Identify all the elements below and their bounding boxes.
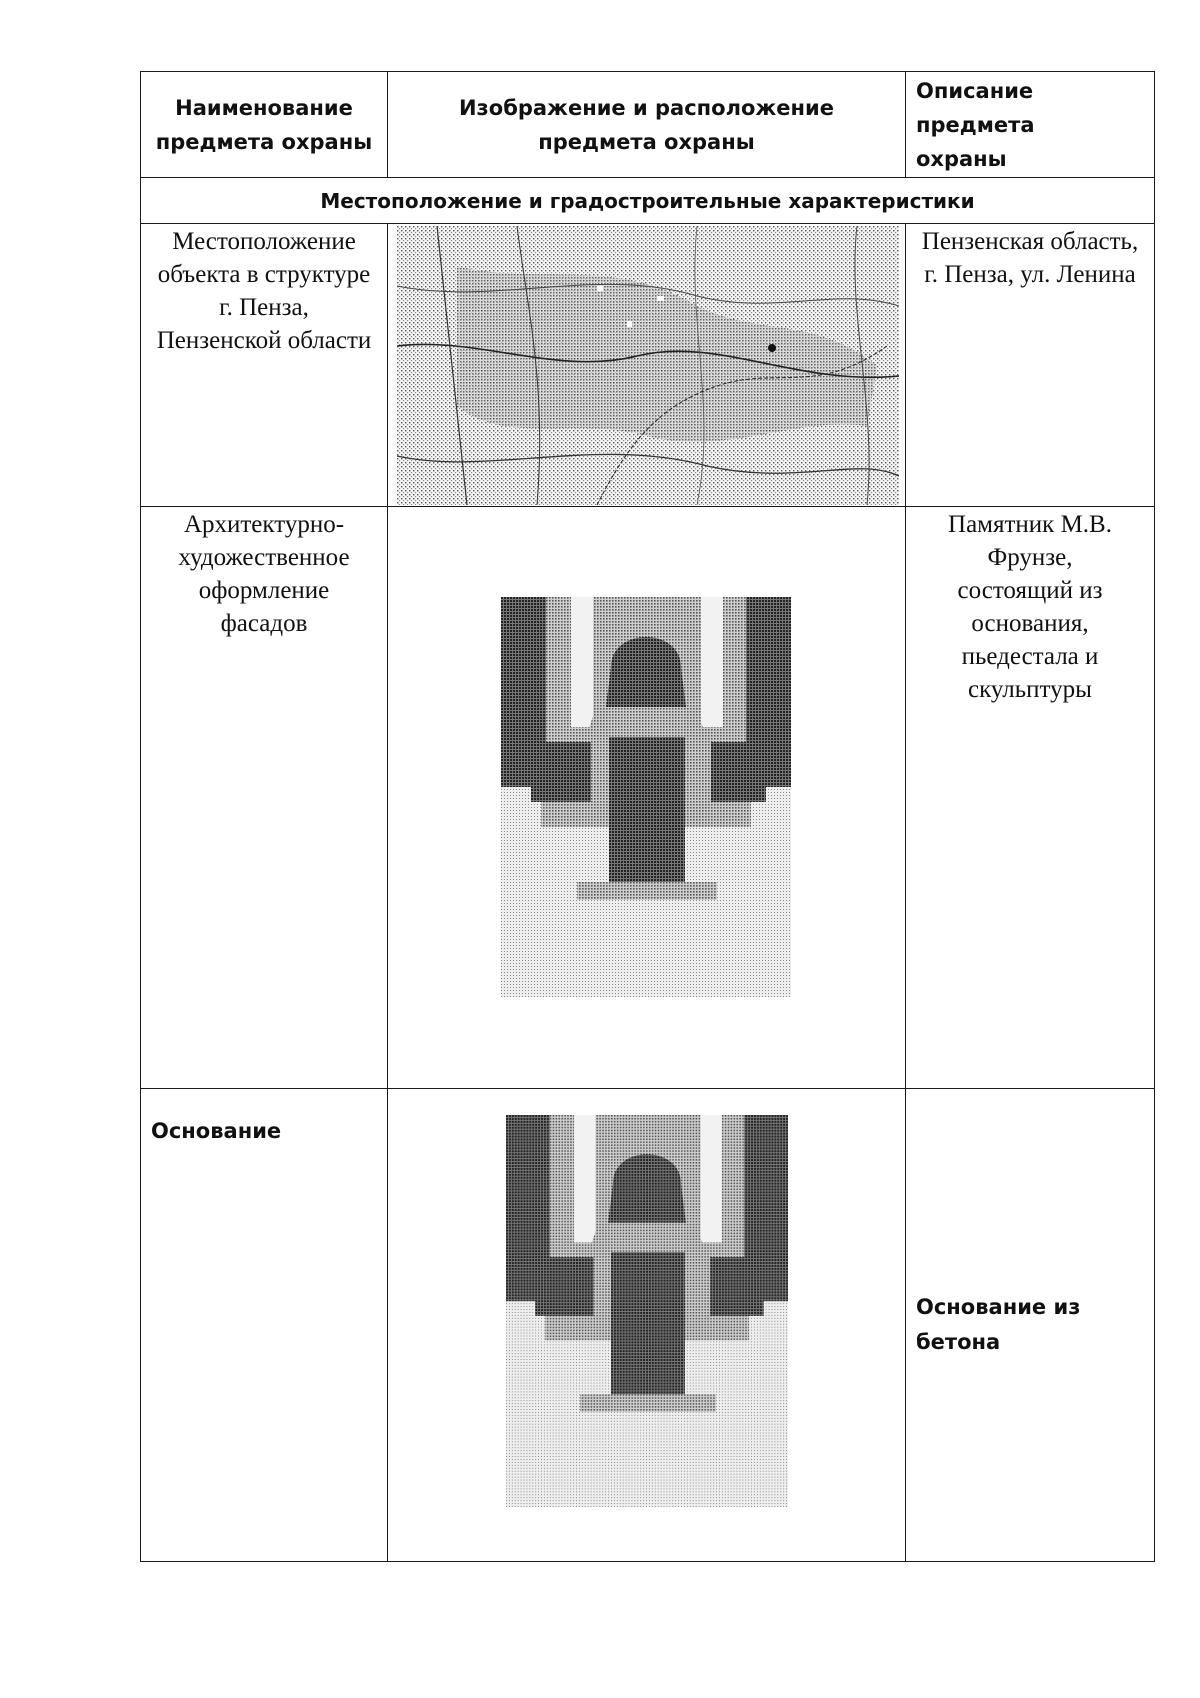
table-row: [141, 507, 1155, 1089]
header-row: [141, 72, 1155, 178]
monument-image-cell: [388, 507, 906, 1089]
header-image: Изображение и расположение предмета охраны: [388, 72, 906, 178]
header-name: Наименование предмета охраны: [141, 72, 388, 178]
table-row: [141, 224, 1155, 507]
row-description: Пензенская область, г. Пенза, ул. Ленина: [906, 224, 1155, 507]
table-row: [141, 1089, 1155, 1562]
row-description: Памятник М.В. Фрунзе, состоящий из основания, пьедестала и скульптуры: [906, 507, 1155, 1089]
row-name: Основание: [141, 1089, 388, 1562]
section-title: Местоположение и градостроительные характеристики: [141, 178, 1155, 224]
city-map-image: [397, 226, 899, 505]
header-description: Описание предмета охраны: [906, 72, 1155, 178]
protection-subject-table: [140, 71, 1155, 1562]
monument-photo: [506, 1115, 788, 1507]
row-description: Основание из бетона: [906, 1089, 1155, 1562]
monument-photo: [501, 597, 791, 997]
section-row: [141, 178, 1155, 224]
row-name: Местоположение объекта в структуре г. Пенза, Пензенской области: [141, 224, 388, 507]
row-name: Архитектурно-художественное оформление фасадов: [141, 507, 388, 1089]
map-image-cell: [388, 224, 906, 507]
base-image-cell: [388, 1089, 906, 1562]
